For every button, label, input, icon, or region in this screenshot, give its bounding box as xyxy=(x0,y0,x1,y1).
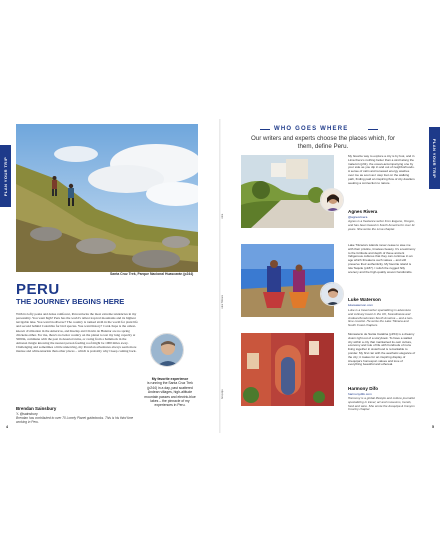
author-note: Brendan has contributed to over 70 Lonely Planet guidebooks. This is his third time working in Peru. xyxy=(16,416,134,424)
contributor-1-name: Agnes Rivera xyxy=(348,209,378,214)
contributor-2-bio: Luke is a travel writer specializing in adventure and culinary travel in the UK, Scandinavia and Andean/Amazonian South America – and a two-time novelist. He wrote the Lake Titicaca and South Coast chapters. xyxy=(348,308,413,328)
avatar xyxy=(321,189,344,212)
arequipa-photo xyxy=(241,333,334,406)
hero-photo-trek xyxy=(16,124,198,272)
right-page xyxy=(220,119,440,433)
book-spread xyxy=(0,119,440,433)
avatar xyxy=(321,283,344,306)
who-goes-where-subheading: Our writers and experts choose the places which, for them, define Peru. xyxy=(250,135,396,150)
quote-body: is running the Santa Cruz Trek (p244) in a day, past scattered Andean villages, high-altitude mountain passes and electric-blue lakes – the pinnacle of my experiences in Peru. xyxy=(144,381,196,408)
contributor-1-bio: Agnes is a freelance writer from Eugene, Oregon, and has been based in South America for over 11 years. She wrote the Lima chapter. xyxy=(348,219,415,231)
contributor-1-handle: @agnesrivera xyxy=(348,215,368,219)
plan-your-trip-tab-right xyxy=(429,127,440,189)
hero-caption: Santa Cruz Trek, Parque Nacional Huascarán (p244) xyxy=(110,272,194,276)
contributor-3-name: Harmony Difo xyxy=(348,386,379,391)
page-number-left: 4 xyxy=(6,425,8,429)
page-title: PERU xyxy=(16,281,60,298)
heading-rule-right xyxy=(368,129,378,130)
contributor-3-text: Monasterio de Santa Catalina (p154) is a dreamy vision right out of a storybook. To have a walled city within a city that maintained its own culture, economy and rule of life with hundreds of nuns living together in sisterhood is remarkable to ponder. My first ran with the aesthetic elegance of the city; it makes for an inspiring display of Arequipa's homespun values and love of everything beautiful and ethereal. xyxy=(348,332,416,367)
contributor-3-bio: Harmony is a global lifestyle and culture journalist specializing in travel, art and museums, trends, food and wine. She wrote the Arequipa & Canyon Country chapter. xyxy=(348,396,415,412)
heading-rule-left xyxy=(260,129,270,130)
contributor-2-name: Luke Waterson xyxy=(348,297,381,302)
contributor-3-handle: harmonydifo.com xyxy=(348,392,372,396)
arequipa-illustration xyxy=(241,333,334,406)
arequipa-caption: Arequipa xyxy=(221,389,224,399)
trek-illustration xyxy=(16,124,198,272)
left-page xyxy=(0,119,220,433)
x-icon: 𝕏 xyxy=(16,412,20,416)
lima-caption: Lima xyxy=(221,213,224,219)
intro-paragraph: With its lofty peaks and dense rainforest, Peru unlocks the most extreme tendencies in my personality. You want high? Peru has the world's tallest tropical mountains and its highest navigable lake. You want biodiverse? The country is ranked sixth in the world for plant life and second behind Colombia for bird species. You want history? Caral-Supe is the oldest-known civilization in the Americas, and Kuélap and Chavín de Huántar are no spring chickens either. For me, there's no better country on the planet to test my lung capacity at 5000m, commune with the past in deserted ruins, or swing from a hammock in the Amazon Jungle knowing the nearest person feeding roof might be 1000 miles away. Challenging and sometimes a little unnerving, my Peruvian adventures always seem more intense and white-knuckle than other places – which is probably why I keep coming back. xyxy=(16,312,138,354)
favorite-quote xyxy=(142,377,198,408)
lima-illustration xyxy=(241,155,334,228)
contributor-1-text: My favorite way to explore a city is by foot, and in Lima there's nothing better than a stroll along the malecón (p91), the ocean-accompanying one by your side as you dip in and out of neighborhoods. A sense of calm and renewed energy washes over me as soon as I step foot on the walking path, finding paid an inspiring flow of city dwellers seeking a connection to nature. xyxy=(348,154,415,185)
contributor-2-handle: lukewaterson.com xyxy=(348,303,373,307)
plan-your-trip-tab xyxy=(0,145,11,207)
author-handle-text: @sainsbury xyxy=(19,412,38,416)
contributor-2-text: Lake Titicaca's islands never cease to awe me with their pristine, timeless beauty. It's a testimony to the fortitude and depth of these ancient Indigenous cultures that they can continue in an age which threatens such values – and still preserve their authenticity. My favorite island is Isla Taquile (p187). I relish the rugged hilly scenery and the high-quality woven handicrafts. xyxy=(348,243,416,274)
avatar xyxy=(151,334,184,367)
author-name: Brendan Sainsbury xyxy=(16,406,57,411)
page-subtitle: THE JOURNEY BEGINS HERE xyxy=(16,297,125,306)
lima-photo xyxy=(241,155,334,228)
who-goes-where-heading: WHO GOES WHERE xyxy=(274,126,349,132)
author-photo xyxy=(150,333,184,367)
tab-label-right: PLAN YOUR TRIP xyxy=(432,138,437,178)
contributor-1-avatar xyxy=(320,188,344,212)
page-number-right: 5 xyxy=(432,425,434,429)
titicaca-illustration xyxy=(241,244,334,317)
titicaca-caption: Lake Titicaca xyxy=(221,295,224,309)
tab-label: PLAN YOUR TRIP xyxy=(3,156,8,196)
contributor-2-avatar xyxy=(320,282,344,306)
titicaca-photo xyxy=(241,244,334,317)
quote-lead: My favorite experience xyxy=(151,377,189,381)
